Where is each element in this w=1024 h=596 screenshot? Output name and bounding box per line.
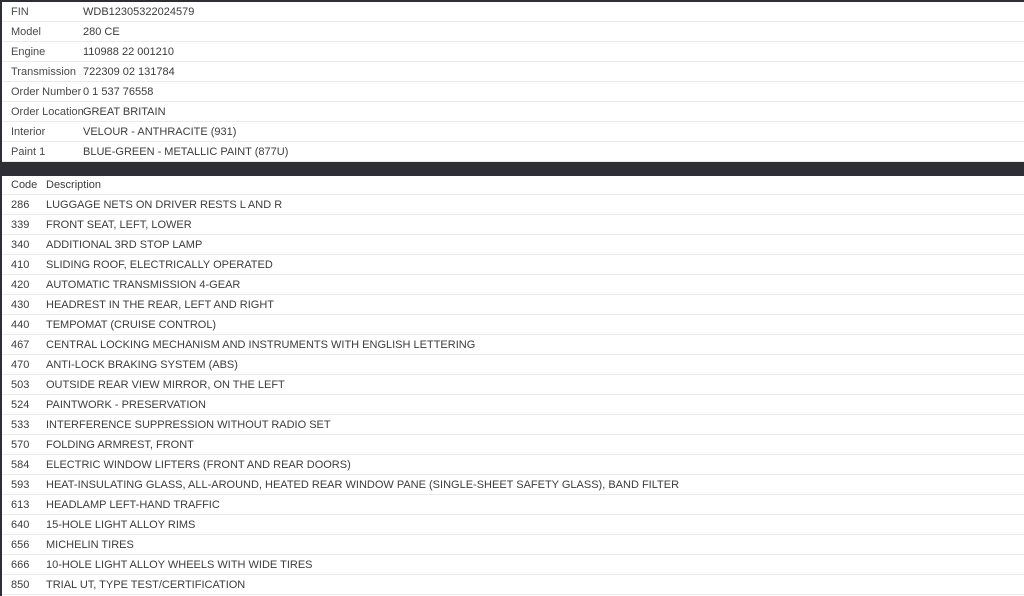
code-cell: 613	[11, 498, 30, 511]
code-cell: 340	[11, 238, 30, 251]
description-cell: MICHELIN TIRES	[46, 538, 134, 551]
codes-header-row	[2, 176, 1024, 195]
code-cell: 440	[11, 318, 30, 331]
description-cell: AUTOMATIC TRANSMISSION 4-GEAR	[46, 278, 241, 291]
table-row	[2, 122, 1024, 142]
code-cell: 410	[11, 258, 30, 271]
description-cell: 15-HOLE LIGHT ALLOY RIMS	[46, 518, 196, 531]
code-cell: 640	[11, 518, 30, 531]
code-column-header: Code	[11, 179, 38, 191]
table-row	[2, 515, 1024, 535]
table-row	[2, 82, 1024, 102]
table-row	[2, 22, 1024, 42]
table-row	[2, 435, 1024, 455]
code-cell: 524	[11, 398, 30, 411]
spec-value: 110988 22 001210	[83, 45, 174, 58]
table-row	[2, 375, 1024, 395]
description-cell: HEAT-INSULATING GLASS, ALL-AROUND, HEATED REAR WINDOW PANE (SINGLE-SHEET SAFETY GLASS), BAND FILTER	[46, 478, 680, 491]
code-cell: 593	[11, 478, 30, 491]
code-cell: 503	[11, 378, 30, 391]
table-row	[2, 415, 1024, 435]
code-cell: 420	[11, 278, 30, 291]
description-cell: HEADLAMP LEFT-HAND TRAFFIC	[46, 498, 220, 511]
spec-value: VELOUR - ANTHRACITE (931)	[83, 125, 237, 138]
table-row	[2, 395, 1024, 415]
spec-value: WDB12305322024579	[83, 5, 195, 18]
spec-label: Paint 1	[11, 145, 46, 158]
spec-label: Engine	[11, 45, 46, 58]
code-cell: 286	[11, 198, 30, 211]
table-row	[2, 495, 1024, 515]
spec-label: Order Location	[11, 105, 84, 118]
description-cell: ELECTRIC WINDOW LIFTERS (FRONT AND REAR DOORS)	[46, 458, 351, 471]
code-cell: 850	[11, 578, 30, 591]
table-row	[2, 102, 1024, 122]
table-row	[2, 335, 1024, 355]
vehicle-info-table	[2, 2, 1024, 162]
spec-label: FIN	[11, 5, 29, 18]
description-cell: FOLDING ARMREST, FRONT	[46, 438, 194, 451]
code-cell: 666	[11, 558, 30, 571]
description-cell: TEMPOMAT (CRUISE CONTROL)	[46, 318, 217, 331]
table-row	[2, 2, 1024, 22]
table-row	[2, 275, 1024, 295]
description-cell: ADDITIONAL 3RD STOP LAMP	[46, 238, 203, 251]
spec-value: 722309 02 131784	[83, 65, 175, 78]
table-row	[2, 62, 1024, 82]
description-cell: LUGGAGE NETS ON DRIVER RESTS L AND R	[46, 198, 283, 211]
spec-label: Model	[11, 25, 41, 38]
description-column-header: Description	[46, 179, 102, 191]
code-cell: 584	[11, 458, 30, 471]
spec-label: Transmission	[11, 65, 76, 78]
table-row	[2, 555, 1024, 575]
table-row	[2, 255, 1024, 275]
description-cell: SLIDING ROOF, ELECTRICALLY OPERATED	[46, 258, 273, 271]
description-cell: HEADREST IN THE REAR, LEFT AND RIGHT	[46, 298, 274, 311]
code-cell: 470	[11, 358, 30, 371]
spec-value: GREAT BRITAIN	[83, 105, 166, 118]
code-cell: 467	[11, 338, 30, 351]
table-row	[2, 535, 1024, 555]
description-cell: ANTI-LOCK BRAKING SYSTEM (ABS)	[46, 358, 238, 371]
description-cell: PAINTWORK - PRESERVATION	[46, 398, 206, 411]
description-cell: INTERFERENCE SUPPRESSION WITHOUT RADIO SET	[46, 418, 331, 431]
description-cell: OUTSIDE REAR VIEW MIRROR, ON THE LEFT	[46, 378, 285, 391]
table-row	[2, 315, 1024, 335]
code-cell: 533	[11, 418, 30, 431]
table-row	[2, 235, 1024, 255]
code-cell: 339	[11, 218, 30, 231]
spec-value: 280 CE	[83, 25, 120, 38]
description-cell: FRONT SEAT, LEFT, LOWER	[46, 218, 192, 231]
code-cell: 570	[11, 438, 30, 451]
table-row	[2, 575, 1024, 595]
spec-label: Order Number	[11, 85, 82, 98]
table-row	[2, 355, 1024, 375]
description-cell: 10-HOLE LIGHT ALLOY WHEELS WITH WIDE TIRES	[46, 558, 313, 571]
section-divider-bar	[2, 162, 1024, 176]
table-row	[2, 215, 1024, 235]
table-row	[2, 455, 1024, 475]
table-row	[2, 475, 1024, 495]
spec-value: 0 1 537 76558	[83, 85, 154, 98]
description-cell: CENTRAL LOCKING MECHANISM AND INSTRUMENTS WITH ENGLISH LETTERING	[46, 338, 476, 351]
description-cell: TRIAL UT, TYPE TEST/CERTIFICATION	[46, 578, 246, 591]
table-row	[2, 195, 1024, 215]
code-cell: 430	[11, 298, 30, 311]
equipment-codes-table	[2, 176, 1024, 595]
table-row	[2, 295, 1024, 315]
code-cell: 656	[11, 538, 30, 551]
table-row	[2, 142, 1024, 162]
table-row	[2, 42, 1024, 62]
spec-value: BLUE-GREEN - METALLIC PAINT (877U)	[83, 145, 289, 158]
spec-label: Interior	[11, 125, 46, 138]
